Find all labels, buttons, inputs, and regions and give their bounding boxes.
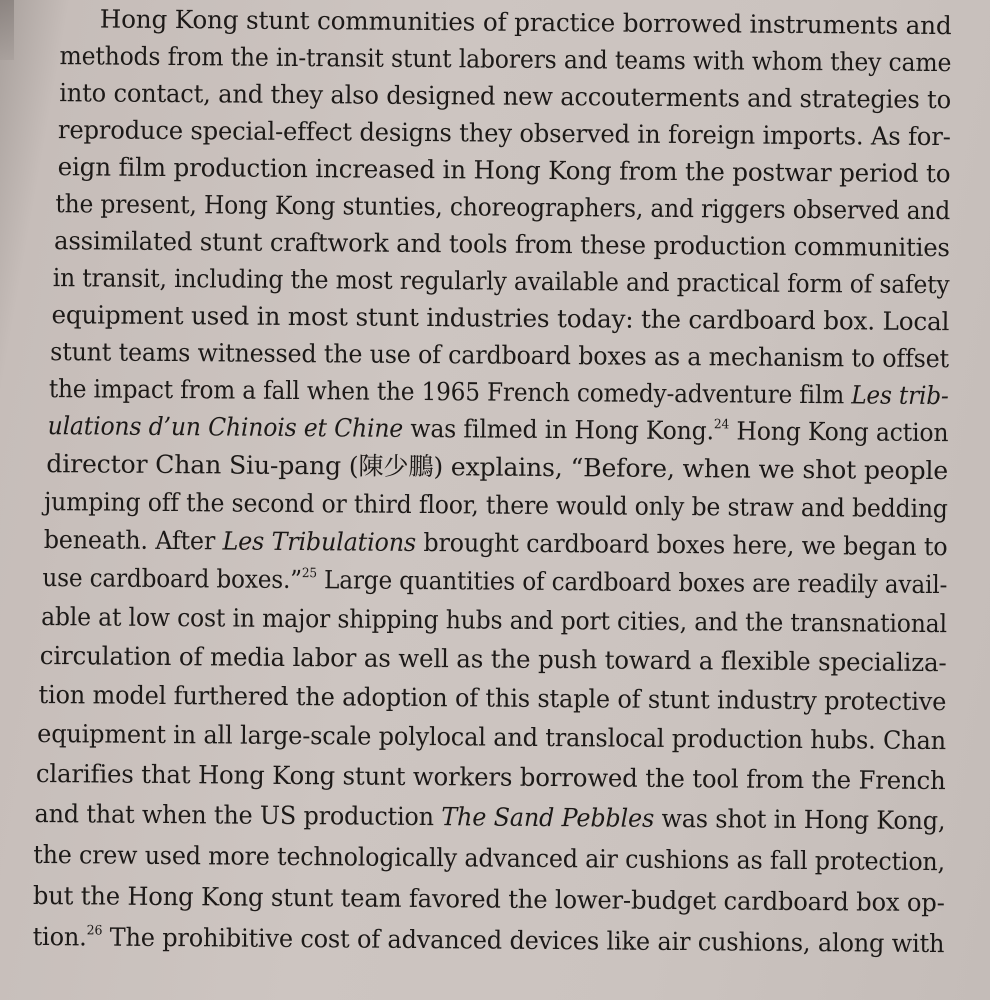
footnote-ref: 24 <box>713 417 730 433</box>
italic-title: ulations d’un Chinois et Chine <box>47 411 404 443</box>
text-line: tion.$^{26}$ The prohibitive cost of advanced devices like air cushions, along with <box>32 921 945 959</box>
text-line: circulation of media labor as well as the push toward a flexible specializa- <box>39 641 947 678</box>
page-edge-shadow <box>0 0 14 60</box>
text-line: the impact from a fall when the 1965 French comedy-adventure film Les trib- <box>48 374 949 411</box>
text-line: beneath. After Les Tribulations brought cardboard boxes here, we began to <box>43 525 948 562</box>
text-line: equipment used in most stunt industries today: the cardboard box. Local <box>51 300 950 337</box>
text-line: in transit, including the most regularly available and practical form of safety <box>52 263 950 300</box>
text-line: stunt teams witnessed the use of cardboard boxes as a mechanism to offset <box>50 337 950 374</box>
text-line: clarifies that Hong Kong stunt workers borrowed the tool from the French <box>35 758 946 796</box>
text-line: Hong Kong stunt communities of practice borrowed instruments and <box>99 4 952 41</box>
footnote-ref: 26 <box>86 923 103 939</box>
text-line: reproduce special-effect designs they observed in foreign imports. As for- <box>57 115 951 152</box>
footnote-ref: 25 <box>301 566 318 582</box>
text-line: director Chan Siu-pang (陳少鵬) explains, “Before, when we shot people <box>46 449 949 486</box>
text-line: but the Hong Kong stunt team favored the lower-budget cardboard box op- <box>32 880 945 918</box>
text-line: assimilated stunt craftwork and tools from these production communities <box>53 226 950 263</box>
book-page-text <box>32 0 960 959</box>
italic-title: The Sand Pebbles <box>441 802 655 833</box>
text-line: the crew used more technologically advanced air cushions as fall protection, <box>33 839 946 877</box>
text-line: into contact, and they also designed new accouterments and strategies to <box>59 78 952 115</box>
text-line: eign film production increased in Hong Kong from the postwar period to <box>57 152 951 189</box>
text-line: the present, Hong Kong stunties, choreographers, and riggers observed and <box>55 189 951 226</box>
text-line: use cardboard boxes.”$^{25}$ Large quantities of cardboard boxes are readily avail- <box>42 563 948 600</box>
text-line: methods from the in-transit stunt laborers and teams with whom they came <box>59 41 952 78</box>
text-line: equipment in all large-scale polylocal and translocal production hubs. Chan <box>37 719 947 756</box>
italic-title: Les trib- <box>851 380 949 411</box>
text-line: ulations d’un Chinois et Chine was filmed in Hong Kong.$^{24}$ Hong Kong action <box>47 411 949 448</box>
text-line: able at low cost in major shipping hubs and port cities, and the transnational <box>41 602 947 639</box>
text-line: tion model furthered the adoption of this staple of stunt industry protective <box>38 680 947 717</box>
text-line: jumping off the second or third floor, there would only be straw and bedding <box>43 487 948 524</box>
text-line: and that when the US production The Sand Pebbles was shot in Hong Kong, <box>34 798 946 836</box>
italic-title: Les Tribulations <box>222 526 417 557</box>
